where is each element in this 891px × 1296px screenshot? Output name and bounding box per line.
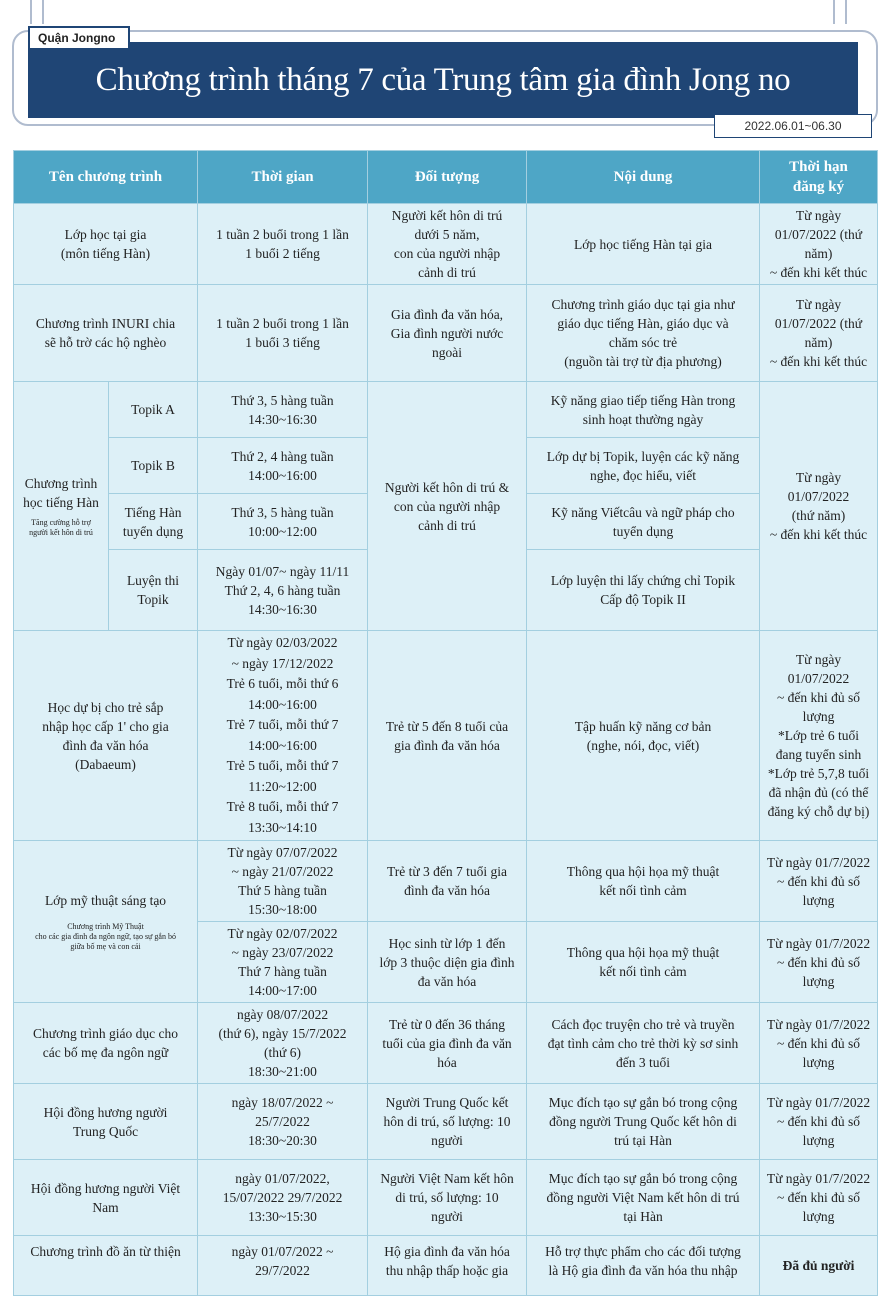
decorative-frame-left — [30, 0, 44, 24]
program-name-cell — [14, 841, 198, 1003]
program-deadline: Từ ngày 01/07/2022 (thứ năm) ~ đến khi kết thúc — [760, 204, 878, 285]
column-header-target: Đối tượng — [368, 151, 527, 204]
program-content: Lớp dự bị Topik, luyện các kỹ năng nghe, đọc hiểu, viết — [527, 438, 760, 494]
decorative-frame-right — [833, 0, 847, 24]
program-time: ngày 18/07/2022 ~ 25/7/2022 18:30~20:30 — [198, 1084, 368, 1160]
program-time: Từ ngày 02/03/2022 ~ ngày 17/12/2022 Trẻ 6 tuổi, mỗi thứ 6 14:00~16:00 Trẻ 7 tuổi, mỗi thứ 7 14:00~16:00 Trẻ 5 tuổi, mỗi thứ 7 11:20~12:00 Trẻ 8 tuổi, mỗi thứ 7 13:30~14:10 — [198, 631, 368, 841]
program-content: Lớp học tiếng Hàn tại gia — [527, 204, 760, 285]
table-row — [14, 285, 878, 382]
program-deadline: Từ ngày 01/7/2022 ~ đến khi đủ số lượng — [760, 922, 878, 1003]
table-row — [14, 1236, 878, 1296]
program-content: Thông qua hội họa mỹ thuật kết nối tình cảm — [527, 922, 760, 1003]
program-time: 1 tuần 2 buổi trong 1 lần 1 buổi 3 tiếng — [198, 285, 368, 382]
program-target: Người Trung Quốc kết hôn di trú, số lượng: 10 người — [368, 1084, 527, 1160]
program-time: Thứ 3, 5 hàng tuần 14:30~16:30 — [198, 382, 368, 438]
program-time: Thứ 2, 4 hàng tuần 14:00~16:00 — [198, 438, 368, 494]
table-header-row — [14, 151, 878, 204]
program-deadline-status: Đã đủ người — [760, 1236, 878, 1296]
program-target: Người kết hôn di trú dưới 5 năm, con của người nhập cảnh di trú — [368, 204, 527, 285]
column-header-content: Nội dung — [527, 151, 760, 204]
program-deadline: Từ ngày 01/7/2022 ~ đến khi đủ số lượng — [760, 1160, 878, 1236]
program-deadline: Từ ngày 01/7/2022 ~ đến khi đủ số lượng — [760, 841, 878, 922]
sub-program-name: Topik A — [109, 382, 198, 438]
table-row — [14, 631, 878, 841]
program-target: Người kết hôn di trú & con của người nhập cảnh di trú — [368, 382, 527, 631]
program-time: ngày 01/07/2022, 15/07/2022 29/7/2022 13:30~15:30 — [198, 1160, 368, 1236]
program-content: Mục đích tạo sự gắn bó trong cộng đồng người Trung Quốc kết hôn di trú tại Hàn — [527, 1084, 760, 1160]
program-target: Trẻ từ 5 đến 8 tuổi của gia đình đa văn hóa — [368, 631, 527, 841]
table-row — [14, 1160, 878, 1236]
program-name: Lớp mỹ thuật sáng tạo — [44, 893, 167, 908]
program-time: ngày 08/07/2022 (thứ 6), ngày 15/7/2022 (thứ 6) 18:30~21:00 — [198, 1003, 368, 1084]
table-row — [14, 1003, 878, 1084]
program-time: Ngày 01/07~ ngày 11/11 Thứ 2, 4, 6 hàng tuần 14:30~16:30 — [198, 550, 368, 631]
program-deadline: Từ ngày 01/07/2022 (thứ năm) ~ đến khi kết thúc — [760, 382, 878, 631]
program-content: Hỗ trợ thực phẩm cho các đối tượng là Hộ gia đình đa văn hóa thu nhập — [527, 1236, 760, 1296]
program-name: Học dự bị cho trẻ sắp nhập học cấp 1' cho gia đình đa văn hóa (Dabaeum) — [14, 631, 198, 841]
program-time: Từ ngày 07/07/2022 ~ ngày 21/07/2022 Thứ 5 hàng tuần 15:30~18:00 — [198, 841, 368, 922]
program-content: Kỹ năng giao tiếp tiếng Hàn trong sinh hoạt thường ngày — [527, 382, 760, 438]
title-band — [28, 42, 858, 118]
program-name: Lớp học tại gia (môn tiếng Hàn) — [14, 204, 198, 285]
program-target: Hộ gia đình đa văn hóa thu nhập thấp hoặc gia — [368, 1236, 527, 1296]
program-name: Chương trình giáo dục cho các bố mẹ đa ngôn ngữ — [14, 1003, 198, 1084]
program-content: Cách đọc truyện cho trẻ và truyền đạt tình cảm cho trẻ thời kỳ sơ sinh đến 3 tuổi — [527, 1003, 760, 1084]
program-target: Người Việt Nam kết hôn di trú, số lượng: 10 người — [368, 1160, 527, 1236]
program-name-note: Chương trình Mỹ Thuật cho các gia đình đa ngôn ngữ, tạo sự gắn bó giữa bố mẹ và con cái — [35, 922, 176, 951]
sub-program-name: Luyện thi Topik — [109, 550, 198, 631]
program-target: Học sinh từ lớp 1 đến lớp 3 thuộc diện gia đình đa văn hóa — [368, 922, 527, 1003]
program-name-note: Tăng cường hỗ trợ người kết hôn di trú — [29, 518, 93, 537]
program-name: Hội đồng hương người Việt Nam — [14, 1160, 198, 1236]
program-target: Trẻ từ 0 đến 36 tháng tuổi của gia đình đa văn hóa — [368, 1003, 527, 1084]
table-row — [14, 382, 878, 438]
table-row — [14, 841, 878, 922]
column-header-name: Tên chương trình — [14, 151, 198, 204]
program-deadline: Từ ngày 01/07/2022 (thứ năm) ~ đến khi kết thúc — [760, 285, 878, 382]
program-content: Mục đích tạo sự gắn bó trong cộng đồng người Việt Nam kết hôn di trú tại Hàn — [527, 1160, 760, 1236]
program-target: Trẻ từ 3 đến 7 tuổi gia đình đa văn hóa — [368, 841, 527, 922]
table-row — [14, 1084, 878, 1160]
program-name: Chương trình đồ ăn từ thiện — [14, 1236, 198, 1296]
program-table — [13, 150, 878, 1296]
program-time: Từ ngày 02/07/2022 ~ ngày 23/07/2022 Thứ 7 hàng tuần 14:00~17:00 — [198, 922, 368, 1003]
program-time: ngày 01/07/2022 ~ 29/7/2022 — [198, 1236, 368, 1296]
program-deadline: Từ ngày 01/07/2022 ~ đến khi đủ số lượng *Lớp trẻ 6 tuổi đang tuyển sinh *Lớp trẻ 5,7,8 tuổi đã nhận đủ (có thể đăng ký chỗ dự bị) — [760, 631, 878, 841]
program-content: Thông qua hội họa mỹ thuật kết nối tình cảm — [527, 841, 760, 922]
sub-program-name: Tiếng Hàn tuyển dụng — [109, 494, 198, 550]
column-header-time: Thời gian — [198, 151, 368, 204]
program-time: Thứ 3, 5 hàng tuần 10:00~12:00 — [198, 494, 368, 550]
sub-program-name: Topik B — [109, 438, 198, 494]
district-label: Quận Jongno — [28, 26, 130, 50]
program-target: Gia đình đa văn hóa, Gia đình người nước ngoài — [368, 285, 527, 382]
program-deadline: Từ ngày 01/7/2022 ~ đến khi đủ số lượng — [760, 1003, 878, 1084]
program-content: Kỹ năng Viếtcâu và ngữ pháp cho tuyển dụng — [527, 494, 760, 550]
program-content: Chương trình giáo dục tại gia như giáo dục tiếng Hàn, giáo dục và chăm sóc trẻ (nguồn tài trợ từ địa phương) — [527, 285, 760, 382]
page-title: Chương trình tháng 7 của Trung tâm gia đình Jong no — [95, 61, 791, 98]
program-deadline: Từ ngày 01/7/2022 ~ đến khi đủ số lượng — [760, 1084, 878, 1160]
program-content: Lớp luyện thi lấy chứng chỉ Topik Cấp độ Topik II — [527, 550, 760, 631]
program-name-cell — [14, 382, 109, 631]
program-name: Chương trình INURI chia sẽ hỗ trờ các hộ nghèo — [14, 285, 198, 382]
column-header-deadline: Thời hạn đăng ký — [760, 151, 878, 204]
program-name: Hội đồng hương người Trung Quốc — [14, 1084, 198, 1160]
table-row — [14, 204, 878, 285]
program-content: Tập huấn kỹ năng cơ bản (nghe, nói, đọc, viết) — [527, 631, 760, 841]
program-time: 1 tuần 2 buổi trong 1 lần 1 buổi 2 tiếng — [198, 204, 368, 285]
period-label: 2022.06.01~06.30 — [714, 114, 872, 138]
program-name: Chương trình học tiếng Hàn — [23, 476, 99, 510]
